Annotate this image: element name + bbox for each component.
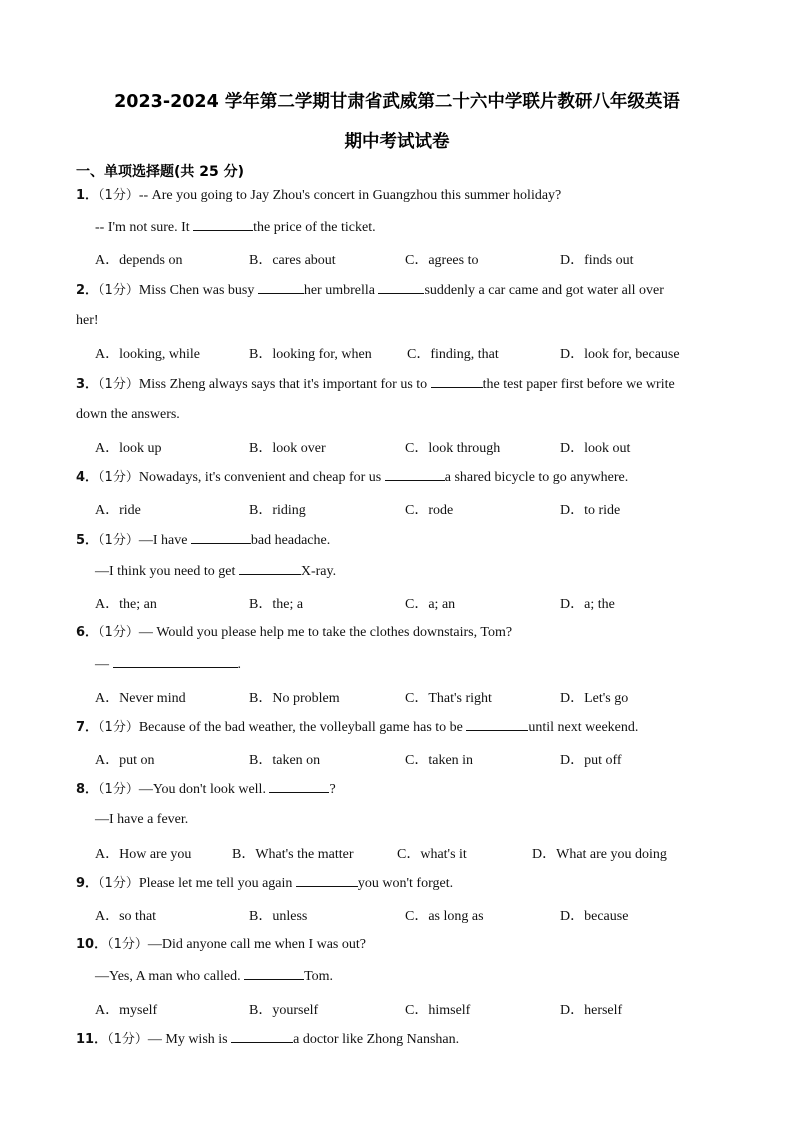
answer-blank	[385, 468, 445, 481]
option-a: A．ride	[95, 503, 141, 518]
option-c: C．taken in	[405, 753, 474, 768]
question-6: 6．（1分）— Would you please help me to take the clothes downstairs, Tom?	[76, 625, 513, 640]
question-score: （1分）	[98, 533, 139, 548]
question-number: 5．	[76, 533, 99, 548]
option-b: B．riding	[249, 503, 306, 518]
option-c: C．finding, that	[407, 347, 499, 362]
answer-blank	[258, 281, 304, 294]
question-2-stem-cont: her!	[76, 313, 99, 328]
question-4-options	[95, 499, 735, 517]
question-8: 8．（1分）—You don't look well. ?	[76, 782, 336, 797]
question-stem: -- Are you going to Jay Zhou's concert in Guangzhou this summer holiday?	[138, 188, 562, 203]
question-3: 3．（1分）Miss Zheng always says that it's important for us to the test paper first before we write	[76, 377, 675, 392]
answer-blank	[269, 780, 329, 793]
option-b: B．No problem	[249, 691, 340, 706]
question-1-stem-line2: -- I'm not sure. It the price of the ticket.	[95, 220, 376, 235]
question-score: （1分）	[107, 937, 148, 952]
option-a: A．myself	[95, 1003, 158, 1018]
question-score: （1分）	[98, 470, 139, 485]
question-2-options	[95, 343, 735, 361]
question-score: （1分）	[98, 283, 139, 298]
option-d: D．What are you doing	[532, 847, 667, 862]
question-3-options	[95, 437, 735, 455]
option-c: C．agrees to	[405, 253, 479, 268]
question-5-stem-line2: —I think you need to get X-ray.	[95, 564, 337, 579]
option-d: D．because	[560, 909, 629, 924]
question-score: （1分）	[98, 188, 139, 203]
option-d: D．look for, because	[560, 347, 680, 362]
question-6-options	[95, 687, 735, 705]
option-d: D．Let's go	[560, 691, 629, 706]
question-5: 5．（1分）—I have bad headache.	[76, 533, 331, 548]
question-1-options	[95, 249, 735, 267]
option-d: D．look out	[560, 441, 631, 456]
option-a: A．depends on	[95, 253, 183, 268]
question-score: （1分）	[98, 377, 139, 392]
option-c: C．rode	[405, 503, 454, 518]
question-10-stem-line2: —Yes, A man who called. Tom.	[95, 969, 334, 984]
option-a: A．looking, while	[95, 347, 200, 362]
option-b: B．yourself	[249, 1003, 319, 1018]
question-number: 3．	[76, 377, 99, 392]
option-c: C．as long as	[405, 909, 484, 924]
question-7-options	[95, 749, 735, 767]
question-8-stem-line2: —I have a fever.	[95, 812, 189, 827]
question-2: 2．（1分）Miss Chen was busy her umbrella suddenly a car came and got water all over	[76, 283, 664, 298]
answer-blank	[378, 281, 424, 294]
section-heading: 一、单项选择题(共 25 分)	[76, 164, 245, 180]
option-d: D．put off	[560, 753, 622, 768]
option-b: B．unless	[249, 909, 308, 924]
question-number: 9．	[76, 876, 99, 891]
answer-blank	[296, 874, 358, 887]
answer-blank	[239, 562, 301, 575]
answer-blank	[193, 218, 253, 231]
exam-title-line1: 2023-2024 学年第二学期甘肃省武威第二十六中学联片教研八年级英语	[114, 92, 680, 112]
question-10-options	[95, 999, 735, 1017]
question-score: （1分）	[98, 876, 139, 891]
question-score: （1分）	[98, 720, 139, 735]
question-8-options	[95, 843, 735, 861]
answer-blank	[431, 375, 483, 388]
option-d: D．finds out	[560, 253, 634, 268]
question-number: 10．	[76, 937, 108, 952]
question-number: 8．	[76, 782, 99, 797]
question-9-options	[95, 905, 735, 923]
question-score: （1分）	[98, 782, 139, 797]
answer-blank	[466, 718, 528, 731]
answer-blank	[113, 655, 238, 668]
option-b: B．cares about	[249, 253, 336, 268]
question-11: 11．（1分）— My wish is a doctor like Zhong Nanshan.	[76, 1032, 460, 1047]
question-5-options	[95, 593, 735, 611]
option-c: C．a; an	[405, 597, 456, 612]
option-a: A．look up	[95, 441, 162, 456]
option-b: B．the; a	[249, 597, 304, 612]
question-1	[76, 187, 716, 205]
option-b: B．What's the matter	[232, 847, 354, 862]
question-number: 2．	[76, 283, 99, 298]
option-a: A．so that	[95, 909, 157, 924]
option-a: A．put on	[95, 753, 155, 768]
question-score: （1分）	[107, 1032, 148, 1047]
option-c: C．look through	[405, 441, 501, 456]
option-b: B．taken on	[249, 753, 321, 768]
exam-title-line2: 期中考试试卷	[344, 132, 450, 152]
option-c: C．himself	[405, 1003, 471, 1018]
answer-blank	[191, 531, 251, 544]
option-b: B．look over	[249, 441, 326, 456]
option-c: C．That's right	[405, 691, 492, 706]
question-number: 1．	[76, 188, 99, 203]
option-d: D．a; the	[560, 597, 615, 612]
option-a: A．How are you	[95, 847, 192, 862]
option-b: B．looking for, when	[249, 347, 372, 362]
option-c: C．what's it	[397, 847, 467, 862]
question-9: 9．（1分）Please let me tell you again you won't forget.	[76, 876, 454, 891]
question-number: 7．	[76, 720, 99, 735]
question-6-stem-line2: — .	[95, 657, 241, 672]
question-3-stem-cont: down the answers.	[76, 407, 180, 422]
question-score: （1分）	[98, 625, 139, 640]
question-number: 11．	[76, 1032, 108, 1047]
question-number: 6．	[76, 625, 99, 640]
question-7: 7．（1分）Because of the bad weather, the volleyball game has to be until next weekend.	[76, 720, 639, 735]
answer-blank	[244, 967, 304, 980]
option-a: A．the; an	[95, 597, 157, 612]
option-d: D．to ride	[560, 503, 621, 518]
option-d: D．herself	[560, 1003, 623, 1018]
question-4: 4．（1分）Nowadays, it's convenient and cheap for us a shared bicycle to go anywhere.	[76, 470, 629, 485]
answer-blank	[231, 1030, 293, 1043]
option-a: A．Never mind	[95, 691, 186, 706]
question-number: 4．	[76, 470, 99, 485]
question-10: 10．（1分）—Did anyone call me when I was out?	[76, 937, 366, 952]
